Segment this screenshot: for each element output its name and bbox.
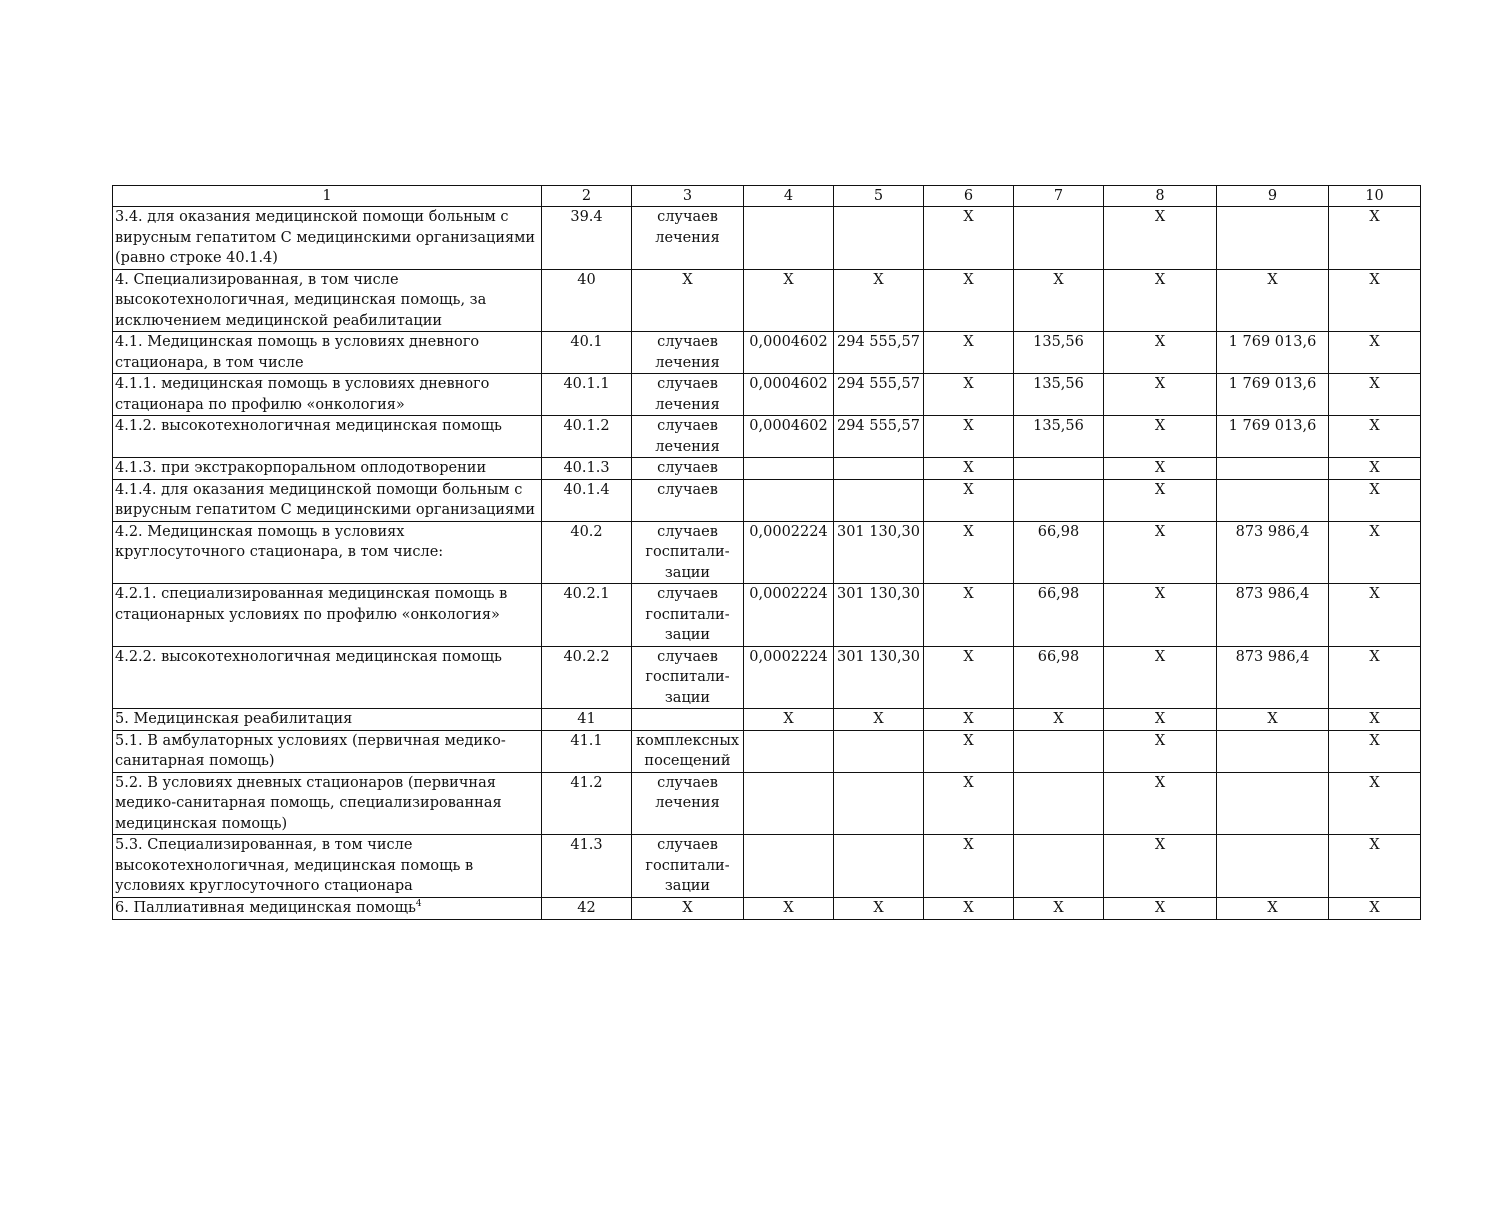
table-row — [113, 269, 1421, 332]
row-value-c5: 301 130,30 — [834, 584, 924, 647]
row-value-c9: 873 986,4 — [1217, 521, 1329, 584]
row-name-cell — [113, 897, 542, 919]
row-code: 40.1.3 — [542, 458, 632, 480]
row-code: 39.4 — [542, 207, 632, 270]
row-code: 41.1 — [542, 730, 632, 772]
row-value-c10: Х — [1329, 269, 1421, 332]
row-name: 4.1.2. высокотехнологичная медицинская помощь — [115, 418, 502, 434]
row-value-c8: Х — [1104, 374, 1217, 416]
row-code: 40.1 — [542, 332, 632, 374]
table-row — [113, 835, 1421, 898]
row-value-c8: Х — [1104, 835, 1217, 898]
row-value-c4 — [744, 772, 834, 835]
column-header: 1 — [113, 186, 542, 207]
table-row — [113, 458, 1421, 480]
row-value-c6: Х — [924, 521, 1014, 584]
row-value-c6: Х — [924, 207, 1014, 270]
row-name-cell — [113, 709, 542, 731]
row-name: 5.3. Специализированная, в том числе высокотехнологичная, медицинская помощь в условиях круглосуточного стационара — [115, 837, 474, 894]
row-value-c10: Х — [1329, 521, 1421, 584]
row-unit: случаев лечения — [632, 374, 744, 416]
row-value-c8: Х — [1104, 772, 1217, 835]
table-row — [113, 416, 1421, 458]
row-value-c4 — [744, 458, 834, 480]
row-name: 5. Медицинская реабилитация — [115, 711, 353, 727]
row-value-c9: 873 986,4 — [1217, 646, 1329, 709]
row-value-c7 — [1014, 458, 1104, 480]
row-value-c10: Х — [1329, 584, 1421, 647]
row-value-c10: Х — [1329, 646, 1421, 709]
row-unit: случаев лечения — [632, 416, 744, 458]
row-unit: комплексных посещений — [632, 730, 744, 772]
row-value-c7 — [1014, 479, 1104, 521]
row-name-cell — [113, 458, 542, 480]
row-value-c5: Х — [834, 269, 924, 332]
table-row — [113, 584, 1421, 647]
row-value-c4: 0,0004602 — [744, 332, 834, 374]
row-value-c10: Х — [1329, 458, 1421, 480]
row-value-c9: 1 769 013,6 — [1217, 416, 1329, 458]
row-value-c4: 0,0004602 — [744, 374, 834, 416]
row-value-c4 — [744, 479, 834, 521]
row-name-cell — [113, 269, 542, 332]
row-value-c10: Х — [1329, 479, 1421, 521]
row-value-c8: Х — [1104, 646, 1217, 709]
row-value-c5: 301 130,30 — [834, 646, 924, 709]
table-row — [113, 521, 1421, 584]
column-header: 3 — [632, 186, 744, 207]
row-name-cell — [113, 479, 542, 521]
row-code: 41.3 — [542, 835, 632, 898]
row-name: 3.4. для оказания медицинской помощи больным с вирусным гепатитом С медицинскими организациями (равно строке 40.1.4) — [115, 209, 536, 266]
row-value-c4: Х — [744, 897, 834, 919]
table-row — [113, 646, 1421, 709]
row-value-c9 — [1217, 772, 1329, 835]
row-code: 40.1.2 — [542, 416, 632, 458]
row-value-c8: Х — [1104, 332, 1217, 374]
row-unit: случаев лечения — [632, 772, 744, 835]
row-unit: случаев госпитали- зации — [632, 584, 744, 647]
row-value-c9 — [1217, 479, 1329, 521]
table-row — [113, 374, 1421, 416]
column-header: 2 — [542, 186, 632, 207]
row-name: 4. Специализированная, в том числе высокотехнологичная, медицинская помощь, за исключением медицинской реабилитации — [115, 271, 487, 329]
row-value-c5: Х — [834, 709, 924, 731]
row-unit: случаев госпитали- зации — [632, 646, 744, 709]
row-value-c7: Х — [1014, 269, 1104, 332]
row-unit: случаев лечения — [632, 207, 744, 270]
column-header: 9 — [1217, 186, 1329, 207]
row-value-c7: 66,98 — [1014, 584, 1104, 647]
row-value-c6: Х — [924, 374, 1014, 416]
row-value-c10: Х — [1329, 709, 1421, 731]
table-row — [113, 709, 1421, 731]
table-row — [113, 897, 1421, 919]
row-value-c6: Х — [924, 479, 1014, 521]
row-value-c5 — [834, 479, 924, 521]
row-code: 40.2.2 — [542, 646, 632, 709]
row-value-c9 — [1217, 835, 1329, 898]
row-value-c6: Х — [924, 709, 1014, 731]
row-name: 4.1.1. медицинская помощь в условиях дневного стационара по профилю «онкология» — [115, 376, 490, 413]
row-value-c7: 66,98 — [1014, 646, 1104, 709]
row-name: 4.1. Медицинская помощь в условиях дневного стационара, в том числе — [115, 334, 480, 371]
row-value-c9: Х — [1217, 897, 1329, 919]
row-value-c7 — [1014, 730, 1104, 772]
row-unit — [632, 709, 744, 731]
row-name-cell — [113, 584, 542, 647]
row-value-c6: Х — [924, 772, 1014, 835]
row-value-c5 — [834, 772, 924, 835]
row-value-c6: Х — [924, 332, 1014, 374]
row-value-c5: 294 555,57 — [834, 332, 924, 374]
row-name-cell — [113, 521, 542, 584]
row-value-c6: Х — [924, 269, 1014, 332]
row-value-c7: Х — [1014, 709, 1104, 731]
row-value-c5 — [834, 835, 924, 898]
row-value-c6: Х — [924, 897, 1014, 919]
column-header: 10 — [1329, 186, 1421, 207]
row-value-c10: Х — [1329, 332, 1421, 374]
row-value-c9: 1 769 013,6 — [1217, 332, 1329, 374]
row-value-c8: Х — [1104, 730, 1217, 772]
row-value-c9 — [1217, 730, 1329, 772]
row-value-c7 — [1014, 772, 1104, 835]
column-header: 6 — [924, 186, 1014, 207]
row-value-c4: 0,0002224 — [744, 584, 834, 647]
row-unit: случаев госпитали- зации — [632, 835, 744, 898]
row-unit: случаев — [632, 479, 744, 521]
table-row — [113, 332, 1421, 374]
row-code: 40.2 — [542, 521, 632, 584]
row-name-cell — [113, 646, 542, 709]
row-name-cell — [113, 416, 542, 458]
row-value-c8: Х — [1104, 709, 1217, 731]
row-value-c8: Х — [1104, 458, 1217, 480]
row-name: 4.2.1. специализированная медицинская помощь в стационарных условиях по профилю «онкология» — [115, 586, 508, 623]
row-value-c7: 135,56 — [1014, 374, 1104, 416]
row-name-cell — [113, 332, 542, 374]
row-value-c10: Х — [1329, 374, 1421, 416]
row-name: 5.1. В амбулаторных условиях (первичная медико-санитарная помощь) — [115, 732, 506, 769]
row-value-c5: 301 130,30 — [834, 521, 924, 584]
row-value-c4: Х — [744, 709, 834, 731]
table-row — [113, 479, 1421, 521]
row-name-cell — [113, 374, 542, 416]
row-name: 5.2. В условиях дневных стационаров (первичная медико-санитарная помощь, специализированная медицинская помощь) — [115, 774, 502, 832]
row-value-c8: Х — [1104, 207, 1217, 270]
row-value-c5: Х — [834, 897, 924, 919]
column-header: 7 — [1014, 186, 1104, 207]
row-value-c5: 294 555,57 — [834, 374, 924, 416]
row-value-c8: Х — [1104, 479, 1217, 521]
row-unit: Х — [632, 897, 744, 919]
row-code: 40 — [542, 269, 632, 332]
row-value-c10: Х — [1329, 207, 1421, 270]
table-body — [113, 186, 1421, 920]
row-value-c9: 1 769 013,6 — [1217, 374, 1329, 416]
row-value-c4: Х — [744, 269, 834, 332]
row-value-c5 — [834, 458, 924, 480]
row-unit: случаев лечения — [632, 332, 744, 374]
row-name-cell — [113, 772, 542, 835]
row-name: 4.2.2. высокотехнологичная медицинская помощь — [115, 648, 502, 665]
row-value-c6: Х — [924, 584, 1014, 647]
row-value-c4 — [744, 835, 834, 898]
row-name: 4.1.4. для оказания медицинской помощи больным с вирусным гепатитом С медицинскими организациями — [115, 481, 536, 518]
row-code: 41.2 — [542, 772, 632, 835]
row-value-c8: Х — [1104, 897, 1217, 919]
row-value-c6: Х — [924, 646, 1014, 709]
row-code: 40.2.1 — [542, 584, 632, 647]
row-name: 4.2. Медицинская помощь в условиях круглосуточного стационара, в том числе: — [115, 523, 444, 560]
column-header: 4 — [744, 186, 834, 207]
table-row — [113, 207, 1421, 270]
row-value-c7: 135,56 — [1014, 332, 1104, 374]
column-header: 5 — [834, 186, 924, 207]
row-value-c4: 0,0002224 — [744, 521, 834, 584]
row-value-c4 — [744, 207, 834, 270]
row-value-c10: Х — [1329, 772, 1421, 835]
row-code: 41 — [542, 709, 632, 731]
row-value-c6: Х — [924, 458, 1014, 480]
row-unit: случаев — [632, 458, 744, 480]
row-value-c9: Х — [1217, 269, 1329, 332]
row-value-c6: Х — [924, 416, 1014, 458]
row-value-c8: Х — [1104, 521, 1217, 584]
row-value-c9: Х — [1217, 709, 1329, 731]
row-name-cell — [113, 730, 542, 772]
row-value-c6: Х — [924, 835, 1014, 898]
row-value-c10: Х — [1329, 416, 1421, 458]
footnote-marker: 4 — [415, 898, 422, 909]
row-value-c7 — [1014, 835, 1104, 898]
row-name-cell — [113, 835, 542, 898]
row-value-c7 — [1014, 207, 1104, 270]
row-value-c5: 294 555,57 — [834, 416, 924, 458]
row-value-c8: Х — [1104, 584, 1217, 647]
row-value-c10: Х — [1329, 730, 1421, 772]
column-header: 8 — [1104, 186, 1217, 207]
row-value-c9 — [1217, 458, 1329, 480]
row-value-c4: 0,0004602 — [744, 416, 834, 458]
row-value-c4: 0,0002224 — [744, 646, 834, 709]
row-value-c5 — [834, 730, 924, 772]
row-code: 42 — [542, 897, 632, 919]
row-value-c7: 135,56 — [1014, 416, 1104, 458]
row-unit: случаев госпитали- зации — [632, 521, 744, 584]
care-volume-table — [112, 185, 1421, 920]
row-name-cell — [113, 207, 542, 270]
row-name: 4.1.3. при экстракорпоральном оплодотворении — [115, 460, 487, 476]
table-row — [113, 772, 1421, 835]
row-value-c4 — [744, 730, 834, 772]
row-value-c5 — [834, 207, 924, 270]
row-value-c8: Х — [1104, 269, 1217, 332]
row-value-c10: Х — [1329, 835, 1421, 898]
row-value-c9 — [1217, 207, 1329, 270]
row-value-c9: 873 986,4 — [1217, 584, 1329, 647]
row-unit: Х — [632, 269, 744, 332]
row-name: 6. Паллиативная медицинская помощь — [115, 899, 416, 916]
row-value-c7: Х — [1014, 897, 1104, 919]
column-number-header-row — [113, 186, 1421, 207]
row-value-c10: Х — [1329, 897, 1421, 919]
row-value-c7: 66,98 — [1014, 521, 1104, 584]
row-code: 40.1.4 — [542, 479, 632, 521]
row-value-c6: Х — [924, 730, 1014, 772]
row-value-c8: Х — [1104, 416, 1217, 458]
row-code: 40.1.1 — [542, 374, 632, 416]
table-row — [113, 730, 1421, 772]
